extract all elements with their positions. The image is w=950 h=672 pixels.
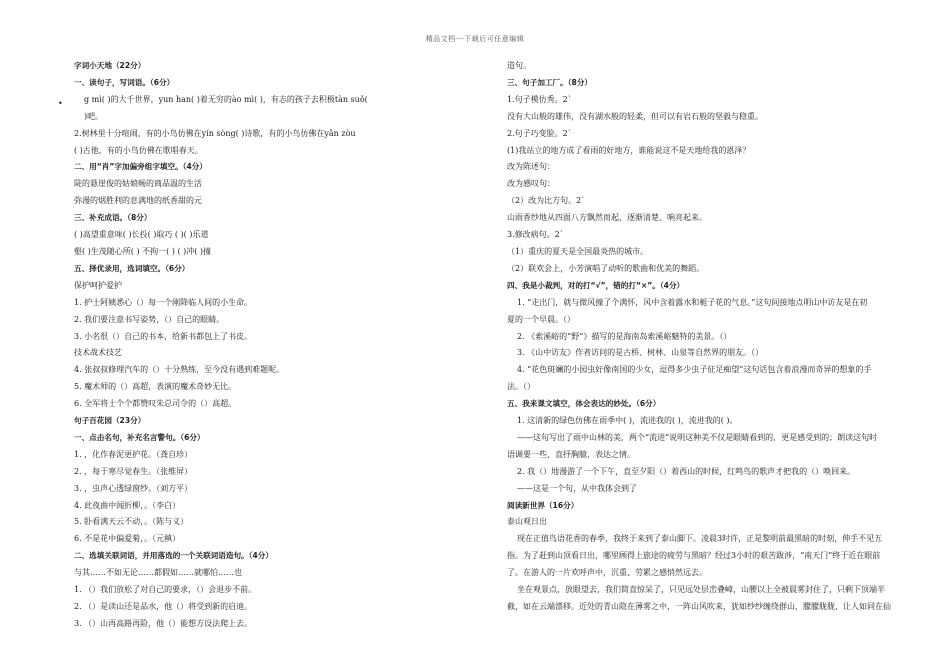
text-line: （2）改为比方句。2` (507, 196, 586, 206)
text-line: 5. 卧看满天云不动，。（陈与义） (74, 517, 189, 527)
section-heading: 阅读新世界（16分） (507, 500, 579, 510)
section-heading: 二、用“肖”字加偏旁组字填空。（4分） (74, 162, 207, 172)
text-line: 截，如在云端漂移。近处的青山隐在薄雾之中，一阵山风吹来，犹如纱纱缠绕群山，朦朦胧胧，让人如同在仙 (507, 602, 891, 611)
text-line: 与其……不如无论……都假如……就哪怕……也 (74, 568, 242, 578)
left-column (74, 58, 424, 633)
text-line: 2. ，每于寒尽觉春生。（张维屏） (74, 466, 193, 476)
text-line: 2. 《索溪峪的“野”》描写的是海南岛索溪峪魅特的美景。（） (517, 331, 732, 341)
section-heading: 五、我来课文填空，体会表达的妙处。（6分） (507, 399, 661, 409)
text-line: 法。（） (507, 382, 535, 392)
text-line: 1.句子模仿秀。2` (507, 94, 572, 104)
text-line: 2.句子巧变脸。2` (507, 128, 572, 138)
text-line: 了。在游人的一片欢呼声中，沉重、劳累之感悄然远去。 (507, 568, 707, 578)
text-line: 2. 我们要注意书写姿势，（）自己的眼睛。 (74, 314, 225, 324)
text-line: 保护呵护爱护 (74, 280, 122, 290)
text-line: 2.树林里十分喧闹，有的小鸟仿佛在yín sòng( )诗歌，有的小鸟仿佛在yǎn zòu (74, 128, 356, 138)
text-line: ( )古他，有的小鸟仿佛在歌唱春天。 (74, 145, 203, 155)
bullet-marker: • (58, 99, 63, 108)
text-line: 1. “走出门，就与微风撞了个满怀，风中含着露水和栀子花的气息。”这句间接地点明山中访友是在初 (517, 297, 868, 307)
text-line: 2. （）是读山还是品水，他（）将受到新的启迪。 (74, 602, 253, 611)
text-line: 造句。 (507, 61, 531, 70)
text-line: ( )高望重意味( )长投( )取巧 ( )( )乐道 (74, 230, 209, 240)
text-line: 现在正值鸟语花香的春季，我终于来到了泰山脚下。凌晨3时许，正是黎明前最黑暗的时刻，伸手不见五 (517, 534, 883, 544)
text-line: 1. 这清新的绿色仿佛在雨季中( )，流进我的( )，流进我的( )。 (517, 416, 738, 426)
text-line: 没有大山般的雄伟，没有湖水般的轻柔，但可以有岩石般的坚毅与稳重。 (507, 111, 763, 121)
text-line: 泰山观日出 (507, 517, 547, 527)
text-line: )吧。 (84, 111, 104, 121)
text-line: 夏的一个早晨。（） (507, 314, 575, 324)
section-heading: 二、选填关联词语，并用落选的一个关联词语造句。（4分） (74, 551, 273, 561)
section-heading: 句子百花园（23分） (74, 416, 146, 426)
section-heading: 五、择优录用，选词填空。（6分） (74, 263, 190, 273)
text-line: 1. （）我们放松了对自己的要求，（）会退步不前。 (74, 585, 257, 595)
right-column (507, 58, 907, 616)
text-line: 改为陈述句： (507, 162, 555, 172)
text-line: 5. 魔术师的（）高超，表演的魔术奇妙无比。 (74, 382, 237, 392)
text-line: 1. 护士阿姨悉心（）每一个刚降临人间的小生命。 (74, 297, 253, 307)
text-line: 3. （）山再高路再险，他（）能想方设法爬上去。 (74, 618, 253, 628)
text-line: （2）联欢会上，小芳演唱了动听的歌曲和优美的舞蹈。 (507, 263, 705, 273)
section-heading: 四、我是小裁判，对的打“√”，错的打“×”。（4分） (507, 280, 685, 290)
text-line: 坐在观景点，放眼望去，我们简直惊呆了，只见远处层峦叠嶂，山腰以上全被晨雾封住了，只剩下顶端半 (517, 585, 885, 595)
text-line: (1)我站立的地方成了看雨的好地方，谁能说这不是天地给我的恩泽？ (507, 145, 751, 155)
text-line: 山雨香纱地从四面八方飘然而起，逐渐清楚、响亮起来。 (507, 213, 707, 223)
text-line: 壑( )生茂随心所( ) 不拘一( ) ( )冲( )撞 (74, 246, 212, 256)
text-line: 改为感叹句： (507, 179, 555, 189)
text-line: （1）重庆的夏天是全国最炎热的城市。 (507, 246, 649, 256)
text-line: 3. 《山中访友》作者访问的是古桥、树林、山泉等自然界的朋友。（） (517, 348, 764, 358)
text-line: 6. 不是花中偏爱菊，。（元稹） (74, 534, 181, 544)
text-line: 技术战术技艺 (74, 348, 122, 358)
section-heading: 三、补充成语。（8分） (74, 213, 152, 223)
section-heading: 一、读句子，写词语。（6分） (74, 77, 175, 87)
text-line: 陡的悬崖俊的姑娘畅的商品温的生活 (74, 179, 202, 189)
page-header: 精品文档---下载后可任意编辑 (425, 35, 525, 43)
section-heading: 三、句子加工厂。（8分） (507, 77, 593, 87)
text-line: 3.修改病句。2` (507, 230, 564, 240)
text-line: 弥漫的烟胜利的息满地的纸香甜的元 (74, 196, 202, 206)
text-line: 指。为了赶到山顶看日出，哪里顾得上旅途的疲劳与黑暗？经过3小时的艰苦跋涉，“南天门”终于近在眼前 (507, 551, 881, 561)
text-line: g mì( )的大千世界，yun han( )着无穷的ào mì( )，有志的孩子去积极tàn suǒ( (84, 94, 368, 104)
text-line: 2. 我（）地漫游了一个下午，直至夕阳（）着西山的时候，红鸣鸟的歌声才把我的（）唤回来。 (517, 466, 856, 476)
text-line: 6. 全军将士个个都赞叹朱总司令的（）高超。 (74, 399, 237, 409)
text-line: ——这句写出了雨中山林的美，两个“流进”说明这种美不仅是眼睛看到的，更是感受到的；朗读这句时 (517, 432, 878, 442)
text-line: ——这是一个句，从中我体会到了 (517, 483, 637, 493)
text-line: 3. 小名很（）自己的书本，给新书都包上了书皮。 (74, 331, 253, 341)
text-line: 4. 此夜曲中闻折柳，。（李白） (74, 500, 181, 510)
section-heading: 一、点击名句，补充名言警句。（6分） (74, 432, 205, 442)
text-line: 3. ，虫声心透绿窗纱。（刘方平） (74, 483, 193, 493)
text-line: 语调要一些，直抒胸臆，表达之情。 (507, 449, 635, 459)
text-line: 1. ，化作春泥更护花。（龚自珍） (74, 449, 193, 459)
text-line: 4. 张叔叔修理汽车的（）十分熟练，至今没有遇到难题呢。 (74, 365, 285, 375)
section-heading: 字词小天地（22分） (74, 61, 146, 70)
text-line: 4. “花色斑斓的小园虫好像南国的少女，逗得多少虫子征足痴望”这句话包含着浪漫而奇异的想象的手 (517, 365, 872, 375)
